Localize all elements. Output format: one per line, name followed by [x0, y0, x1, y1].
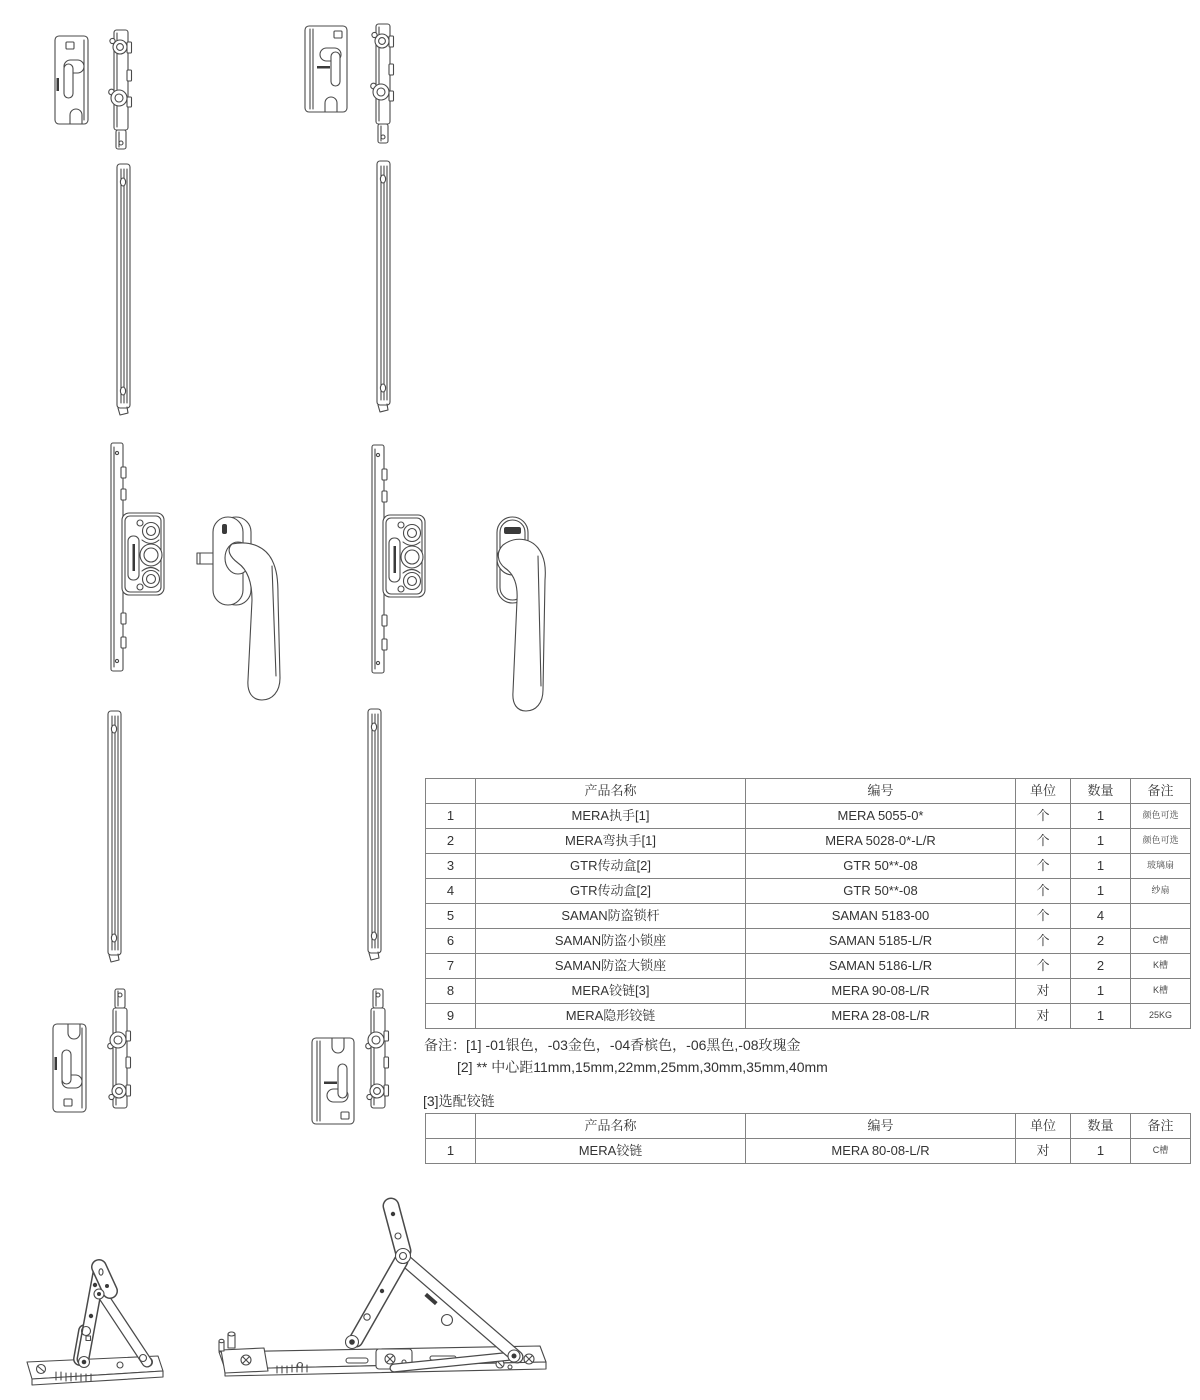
table-cell: 6: [426, 929, 476, 954]
lock-keeper-bottom-left: [53, 1024, 86, 1112]
table-cell: K槽: [1131, 954, 1191, 979]
table-cell: MERA 28-08-L/R: [746, 1004, 1016, 1029]
table-cell: 1: [1071, 879, 1131, 904]
table-cell: GTR 50**-08: [746, 879, 1016, 904]
remarks-block: [424, 1034, 828, 1078]
table-cell: MERA铰链[3]: [476, 979, 746, 1004]
table-cell: 5: [426, 904, 476, 929]
table-cell: 玻璃扇: [1131, 854, 1191, 879]
table-cell: [1131, 904, 1191, 929]
table-cell: 纱扇: [1131, 879, 1191, 904]
table-cell: 个: [1016, 954, 1071, 979]
window-handle-front: [497, 517, 545, 711]
column-header: 数量: [1071, 1114, 1131, 1139]
table-row: [426, 829, 1191, 854]
table-cell: K槽: [1131, 979, 1191, 1004]
table-cell: 个: [1016, 904, 1071, 929]
table-cell: 8: [426, 979, 476, 1004]
table-cell: 1: [1071, 854, 1131, 879]
table-cell: 1: [1071, 1139, 1131, 1164]
lock-keeper-bottom-right: [312, 1038, 354, 1124]
table-cell: GTR传动盒[2]: [476, 854, 746, 879]
lock-rod-lower-right: [368, 709, 381, 960]
lock-keeper-top-left: [55, 36, 88, 124]
column-header: 单位: [1016, 1114, 1071, 1139]
table-cell: 2: [1071, 954, 1131, 979]
table-cell: 1: [1071, 804, 1131, 829]
table-cell: 4: [426, 879, 476, 904]
table-cell: 1: [1071, 1004, 1131, 1029]
table-cell: MERA弯执手[1]: [476, 829, 746, 854]
table-cell: 个: [1016, 829, 1071, 854]
table-cell: 对: [1016, 979, 1071, 1004]
table-cell: GTR传动盒[2]: [476, 879, 746, 904]
table-row: [426, 929, 1191, 954]
column-header: [426, 1114, 476, 1139]
lock-keeper-top-right: [305, 26, 347, 112]
table-row: [426, 979, 1191, 1004]
column-header: 备注: [1131, 1114, 1191, 1139]
table-cell: 2: [426, 829, 476, 854]
table-row: [426, 904, 1191, 929]
main-parts-table: [425, 778, 1191, 1029]
table-row: [426, 954, 1191, 979]
cam-rod-bottom-left: [108, 989, 131, 1108]
table-cell: 对: [1016, 1004, 1071, 1029]
table-cell: MERA铰链: [476, 1139, 746, 1164]
column-header: 备注: [1131, 779, 1191, 804]
gearbox-glass-sash: [111, 443, 164, 671]
table-row: [426, 1004, 1191, 1029]
table-cell: 对: [1016, 1139, 1071, 1164]
table-cell: 3: [426, 854, 476, 879]
friction-stay-hinge-small: [27, 1267, 163, 1385]
table-cell: MERA 5055-0*: [746, 804, 1016, 829]
table-cell: 7: [426, 954, 476, 979]
table-row: [426, 804, 1191, 829]
cam-rod-bottom-right: [366, 989, 389, 1108]
table-cell: 个: [1016, 929, 1071, 954]
lock-rod-lower-left: [108, 711, 121, 962]
table-cell: 颜色可选: [1131, 804, 1191, 829]
table-cell: MERA 80-08-L/R: [746, 1139, 1016, 1164]
table-cell: 1: [426, 804, 476, 829]
table-cell: SAMAN 5183-00: [746, 904, 1016, 929]
column-header: 产品名称: [476, 779, 746, 804]
column-header: 编号: [746, 1114, 1016, 1139]
friction-stay-hinge-large: [219, 1206, 546, 1376]
remark-line-1: 备注：[1] -01银色，-03金色，-04香槟色，-06黑色,-08玫瑰金: [424, 1037, 801, 1053]
table-cell: C槽: [1131, 929, 1191, 954]
table-cell: 个: [1016, 854, 1071, 879]
table-row: [426, 854, 1191, 879]
table-cell: C槽: [1131, 1139, 1191, 1164]
column-header: 产品名称: [476, 1114, 746, 1139]
window-handle-side: [197, 517, 280, 700]
table-cell: 4: [1071, 904, 1131, 929]
optional-hinge-table: [425, 1113, 1191, 1164]
lock-rod-upper-right: [377, 161, 390, 412]
table-header-row: [426, 779, 1191, 804]
table-cell: SAMAN防盗大锁座: [476, 954, 746, 979]
table-cell: 9: [426, 1004, 476, 1029]
table-cell: GTR 50**-08: [746, 854, 1016, 879]
table-cell: MERA 90-08-L/R: [746, 979, 1016, 1004]
table-row: [426, 1139, 1191, 1164]
table-cell: MERA隐形铰链: [476, 1004, 746, 1029]
table-cell: 1: [1071, 829, 1131, 854]
table-header-row: [426, 1114, 1191, 1139]
table-cell: 2: [1071, 929, 1131, 954]
table-cell: MERA 5028-0*-L/R: [746, 829, 1016, 854]
table-cell: SAMAN防盗小锁座: [476, 929, 746, 954]
table-cell: 25KG: [1131, 1004, 1191, 1029]
column-header: 单位: [1016, 779, 1071, 804]
gearbox-screen-sash: [372, 445, 425, 673]
table-cell: 个: [1016, 804, 1071, 829]
table-cell: 1: [1071, 979, 1131, 1004]
table-cell: SAMAN防盗锁杆: [476, 904, 746, 929]
table-cell: 个: [1016, 879, 1071, 904]
cam-rod-top-left: [109, 30, 132, 149]
table-cell: SAMAN 5185-L/R: [746, 929, 1016, 954]
column-header: 数量: [1071, 779, 1131, 804]
table-row: [426, 879, 1191, 904]
table-cell: MERA执手[1]: [476, 804, 746, 829]
cam-rod-top-right: [371, 24, 394, 143]
remark-line-2: [2] ** 中心距11mm,15mm,22mm,25mm,30mm,35mm,40mm: [457, 1059, 828, 1075]
optional-hinge-label: [3]选配铰链: [423, 1093, 495, 1109]
table-cell: SAMAN 5186-L/R: [746, 954, 1016, 979]
lock-rod-upper-left: [117, 164, 130, 415]
table-cell: 颜色可选: [1131, 829, 1191, 854]
column-header: [426, 779, 476, 804]
column-header: 编号: [746, 779, 1016, 804]
table-cell: 1: [426, 1139, 476, 1164]
